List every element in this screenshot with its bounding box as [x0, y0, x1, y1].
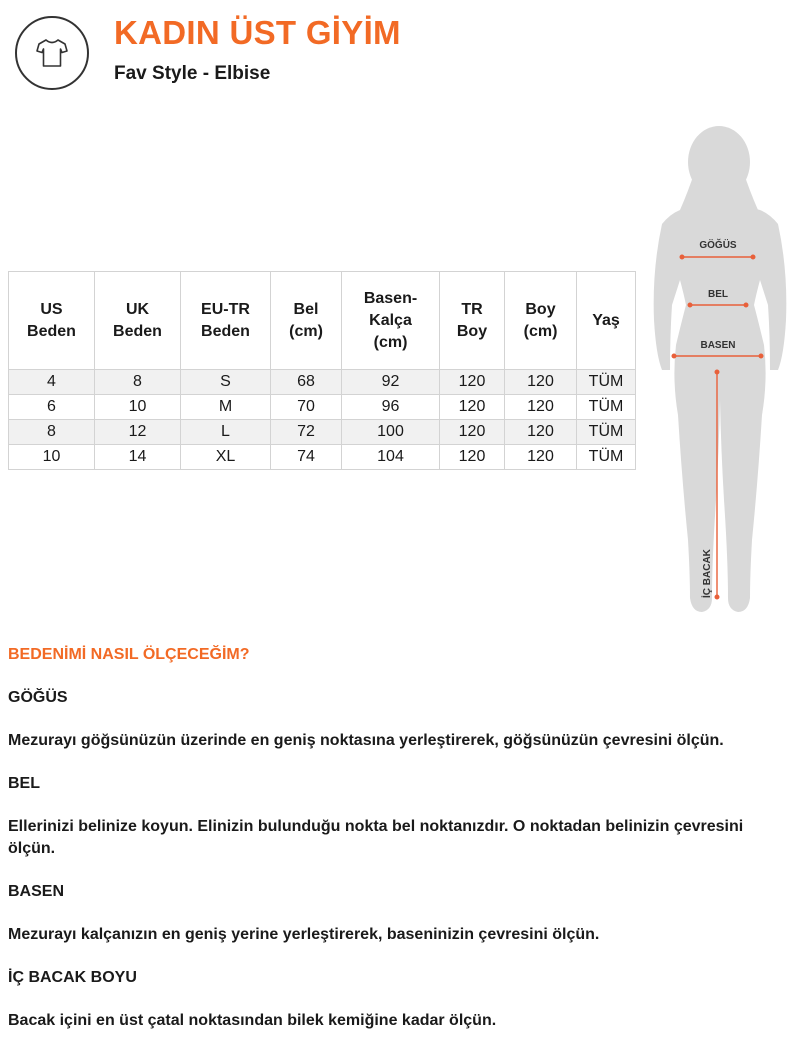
table-cell: 12 — [95, 420, 181, 445]
column-header-us-size: US Beden — [9, 272, 95, 370]
body-silhouette — [654, 126, 787, 612]
column-header-tr-length: TR Boy — [440, 272, 505, 370]
hip-heading: BASEN — [8, 883, 65, 900]
table-cell: 74 — [271, 445, 342, 470]
column-header-uk-size: UK Beden — [95, 272, 181, 370]
table-cell: 14 — [95, 445, 181, 470]
table-cell: 10 — [9, 445, 95, 470]
inseam-heading: İÇ BACAK BOYU — [8, 969, 137, 986]
table-row — [9, 395, 636, 420]
column-header-age: Yaş — [577, 272, 636, 370]
waist-heading: BEL — [8, 775, 40, 792]
table-cell: 68 — [271, 370, 342, 395]
column-header-waist: Bel (cm) — [271, 272, 342, 370]
table-cell: 120 — [440, 370, 505, 395]
waist-instructions: Ellerinizi belinize koyun. Elinizin bulunduğu nokta bel noktanızdır. O noktadan belinizin çevresini ölçün. — [8, 818, 744, 857]
table-cell: 96 — [342, 395, 440, 420]
table-cell: S — [181, 370, 271, 395]
table-cell: 120 — [440, 420, 505, 445]
table-cell: 8 — [9, 420, 95, 445]
table-row — [9, 445, 636, 470]
table-cell: 70 — [271, 395, 342, 420]
waist-label: BEL — [708, 289, 728, 300]
table-cell: 100 — [342, 420, 440, 445]
tshirt-icon — [34, 35, 70, 71]
column-header-hip: Basen- Kalça (cm) — [342, 272, 440, 370]
inseam-instructions: Bacak içini en üst çatal noktasından bilek kemiğine kadar ölçün. — [8, 1012, 497, 1029]
table-cell: TÜM — [577, 420, 636, 445]
column-header-eu-tr-size: EU-TR Beden — [181, 272, 271, 370]
table-cell: 104 — [342, 445, 440, 470]
size-table — [8, 271, 636, 470]
table-cell: 8 — [95, 370, 181, 395]
table-cell: 10 — [95, 395, 181, 420]
table-cell: XL — [181, 445, 271, 470]
table-cell: 120 — [505, 395, 577, 420]
table-cell: L — [181, 420, 271, 445]
table-cell: 120 — [440, 395, 505, 420]
table-header-row — [9, 272, 636, 370]
how-to-measure-heading: BEDENİMİ NASIL ÖLÇECEĞİM? — [8, 646, 250, 663]
chest-label: GÖĞÜS — [699, 240, 737, 251]
chest-heading: GÖĞÜS — [8, 689, 68, 706]
page-title: KADIN ÜST GİYİM — [114, 14, 401, 51]
how-to-measure-section — [8, 644, 792, 1053]
table-cell: 4 — [9, 370, 95, 395]
table-cell: 120 — [505, 420, 577, 445]
table-cell: 6 — [9, 395, 95, 420]
table-cell: M — [181, 395, 271, 420]
hip-instructions: Mezurayı kalçanızın en geniş yerine yerleştirerek, baseninizin çevresini ölçün. — [8, 926, 600, 943]
table-row — [9, 370, 636, 395]
hip-label: BASEN — [700, 340, 736, 351]
table-cell: TÜM — [577, 445, 636, 470]
table-cell: TÜM — [577, 395, 636, 420]
inseam-label: İÇ BACAK — [702, 549, 713, 598]
body-measurement-figure — [640, 120, 800, 620]
table-cell: 92 — [342, 370, 440, 395]
table-row — [9, 420, 636, 445]
chest-instructions: Mezurayı göğsünüzün üzerinde en geniş noktasına yerleştirerek, göğsünüzün çevresini ölçün. — [8, 732, 724, 749]
product-subtitle: Fav Style - Elbise — [114, 63, 271, 84]
table-cell: 120 — [440, 445, 505, 470]
table-cell: 120 — [505, 445, 577, 470]
table-cell: 72 — [271, 420, 342, 445]
table-cell: TÜM — [577, 370, 636, 395]
table-cell: 120 — [505, 370, 577, 395]
column-header-length: Boy (cm) — [505, 272, 577, 370]
category-badge — [15, 16, 89, 90]
